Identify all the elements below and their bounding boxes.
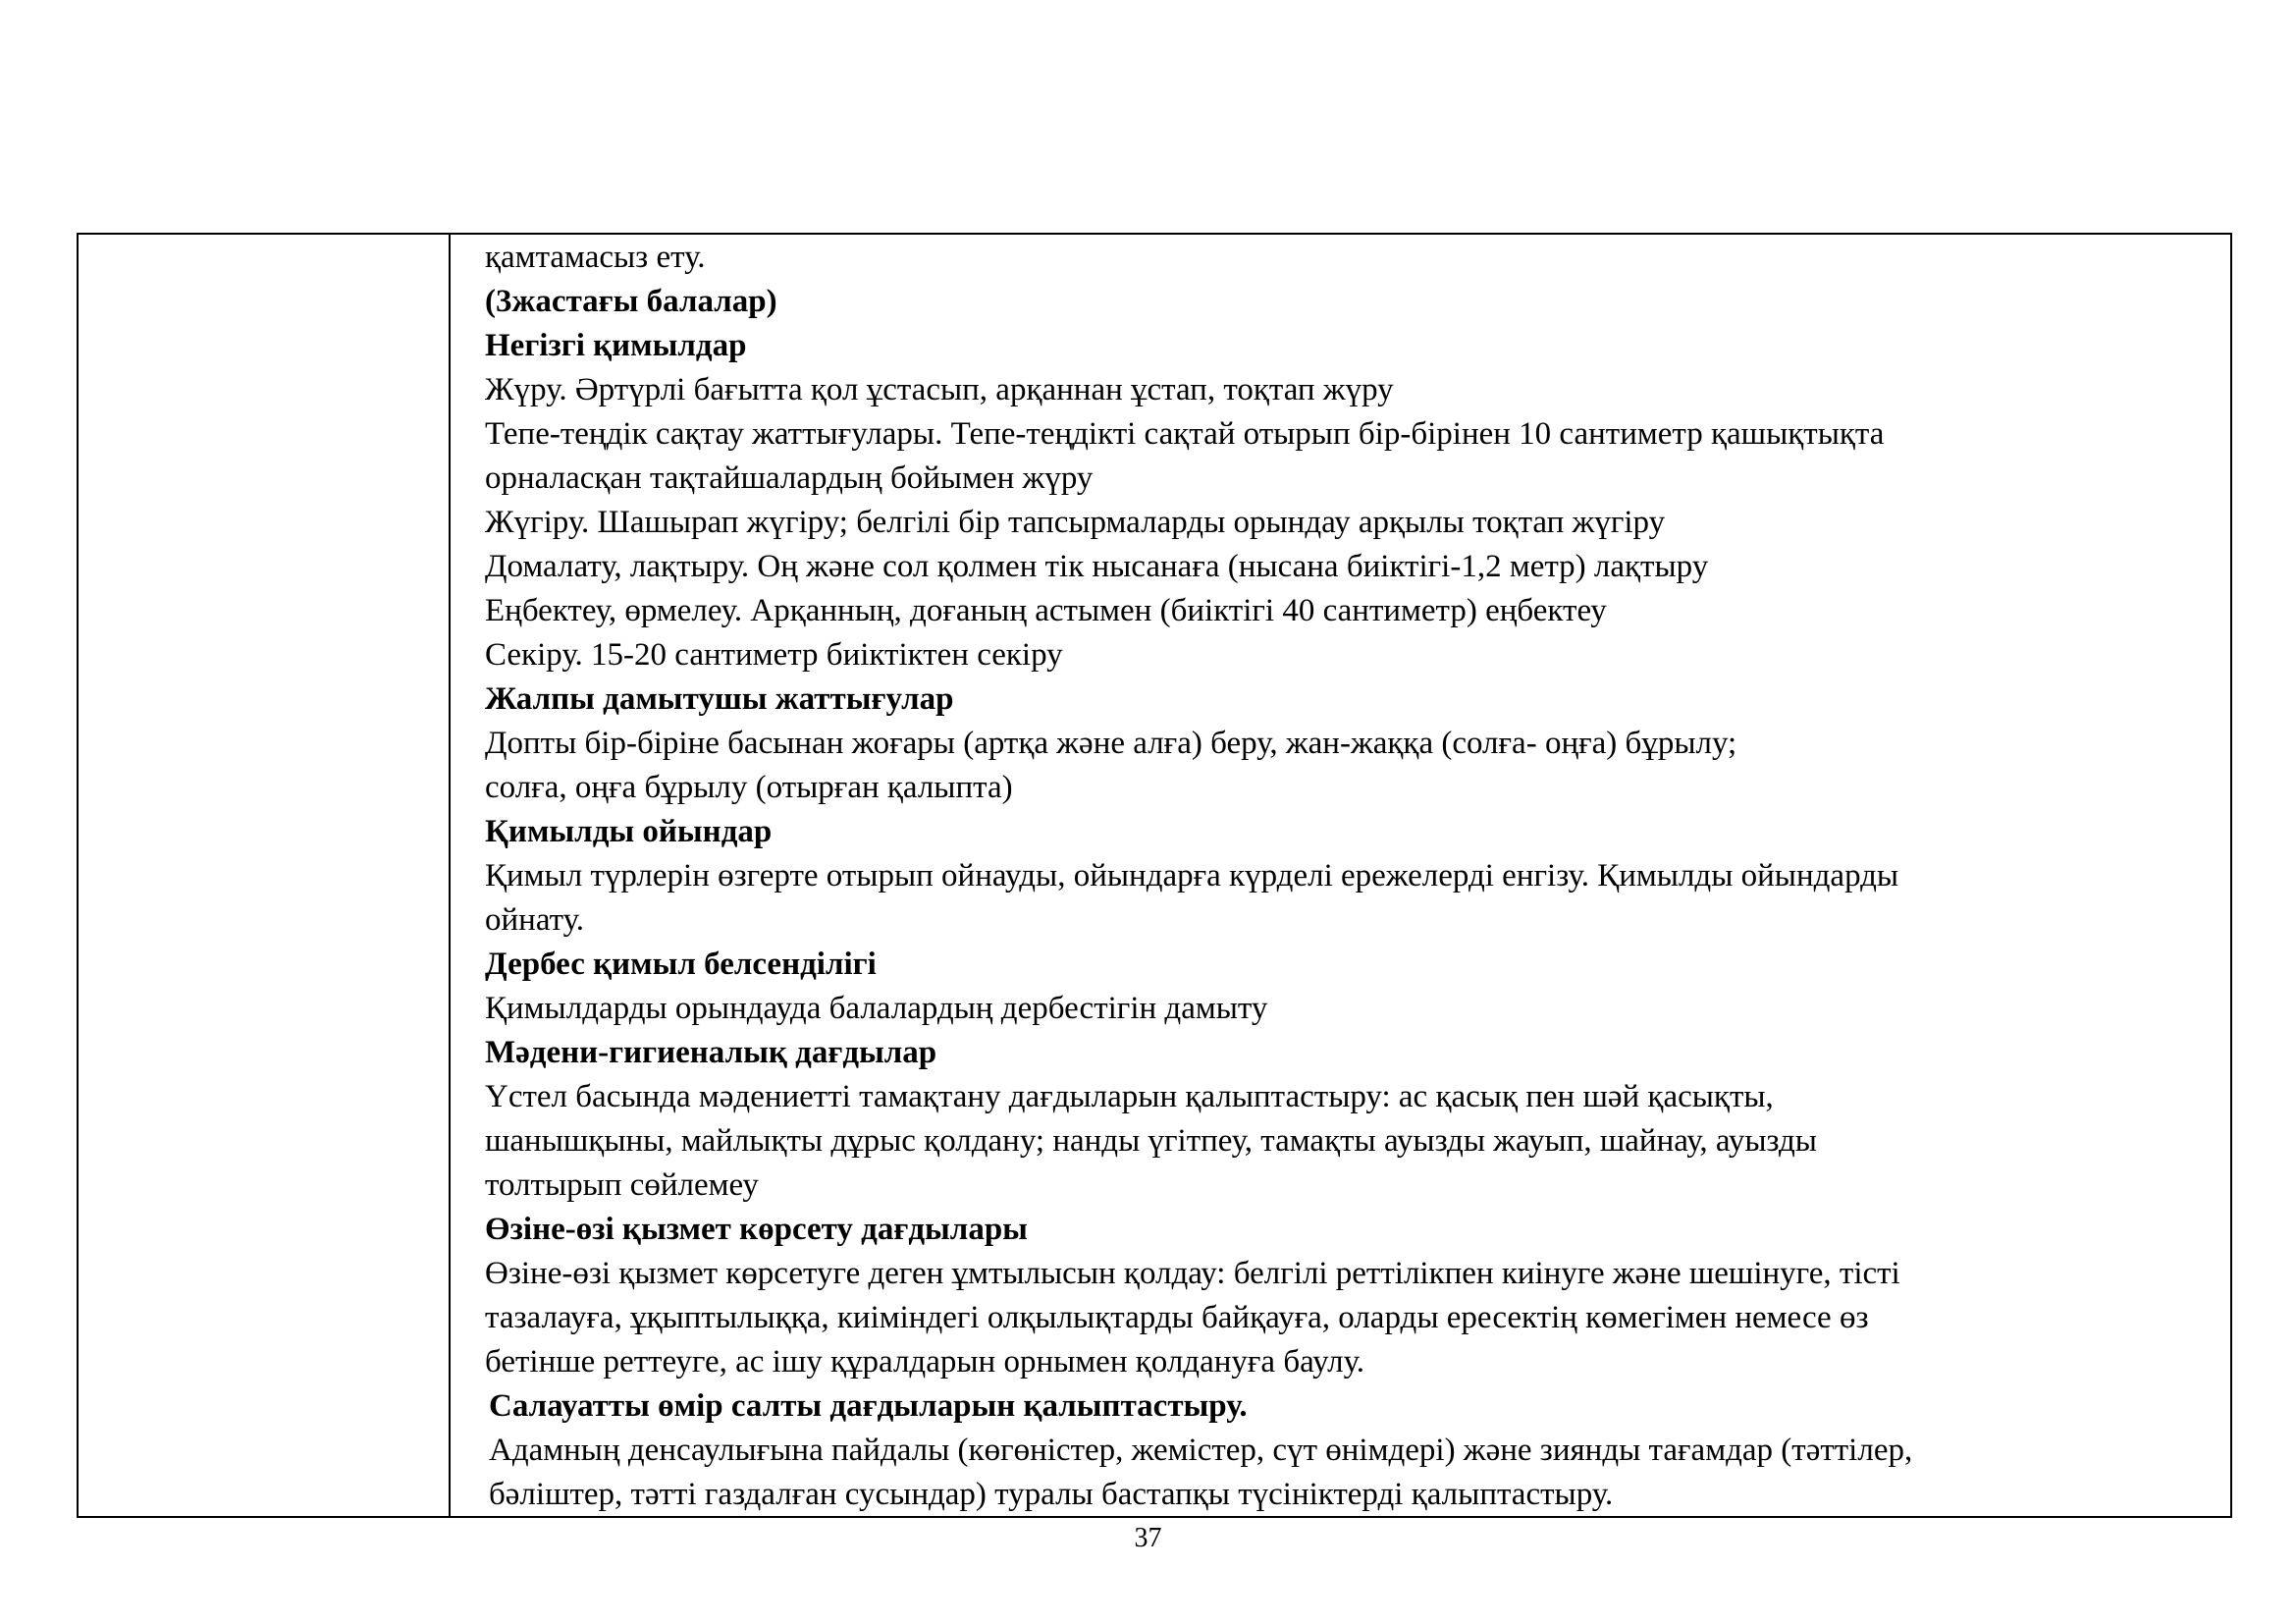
text-line: бетінше реттеуге, ас ішу құралдарын орнымен қолдануға баулу. (485, 1344, 1365, 1380)
text-line: Үстел басында мәдениетті тамақтану дағдыларын қалыптастыру: ас қасық пен шәй қасықты, (485, 1079, 1774, 1114)
column-divider (449, 233, 451, 1518)
text-line: тазалауға, ұқыптылыққа, киіміндегі олқылықтарды байқауға, оларды ересектің көмегімен немесе өз (485, 1300, 1869, 1335)
section-heading: Салауатты өмір салты дағдыларын қалыптастыру. (489, 1388, 1248, 1424)
text-line: Допты бір-біріне басынан жоғары (артқа және алға) беру, жан-жаққа (солға- оңға) бұрылу; (485, 726, 1737, 761)
text-line: Тепе-теңдік сақтау жаттығулары. Тепе-теңдікті сақтай отырып бір-бірінен 10 сантиметр қашықтықта (485, 416, 1885, 452)
text-line: Жүру. Әртүрлі бағытта қол ұстасып, арқаннан ұстап, тоқтап жүру (485, 372, 1394, 407)
text-line: Қимыл түрлерін өзгерте отырып ойнауды, ойындарға күрделі ережелерді енгізу. Қимылды ойындарды (485, 858, 1899, 893)
page-number: 37 (1134, 1523, 1162, 1553)
section-heading: Жалпы дамытушы жаттығулар (485, 681, 954, 717)
text-line: Жүгіру. Шашырап жүгіру; белгілі бір тапсырмаларды орындау арқылы тоқтап жүгіру (485, 505, 1666, 540)
text-line: Қимылдарды орындауда балалардың дербестігін дамыту (485, 991, 1268, 1026)
text-line: толтырып сөйлемеу (485, 1167, 759, 1203)
section-heading: (3жастағы балалар) (485, 284, 777, 319)
section-heading: Мәдени-гигиеналық дағдылар (485, 1035, 937, 1070)
section-heading: Қимылды ойындар (485, 814, 773, 849)
section-heading: Негізгі қимылдар (485, 328, 747, 363)
text-line: орналасқан тақтайшалардың бойымен жүру (485, 460, 1094, 496)
text-line: ойнату. (485, 902, 585, 938)
text-line: Адамның денсаулығына пайдалы (көгөністер, жемістер, сүт өнімдері) және зиянды тағамдар (тәттілер, (489, 1433, 1913, 1468)
text-line: Секіру. 15-20 сантиметр биіктіктен секіру (485, 637, 1063, 673)
text-line: Өзіне-өзі қызмет көрсетуге деген ұмтылысын қолдау: белгілі реттілікпен киінуге және шешінуге, тісті (485, 1256, 1900, 1291)
text-line: Еңбектеу, өрмелеу. Арқанның, доғаның астымен (биіктігі 40 сантиметр) еңбектеу (485, 593, 1607, 628)
text-line: шанышқыны, майлықты дұрыс қолдану; нанды үгітпеу, тамақты ауызды жауып, шайнау, ауызды (485, 1123, 1817, 1159)
text-line: қамтамасыз ету. (485, 240, 706, 275)
table-cell-content (485, 236, 2222, 1517)
section-heading: Дербес қимыл белсенділігі (485, 947, 877, 982)
text-line: Домалату, лақтыру. Оң және сол қолмен тік нысанаға (нысана биіктігі-1,2 метр) лақтыру (485, 549, 1709, 584)
section-heading: Өзіне-өзі қызмет көрсету дағдылары (485, 1212, 1028, 1247)
table-cell-left-empty (79, 235, 449, 1516)
text-line: солға, оңға бұрылу (отырған қалыпта) (485, 770, 1013, 805)
text-line: бәліштер, тәтті газдалған сусындар) туралы бастапқы түсініктерді қалыптастыру. (489, 1477, 1614, 1512)
